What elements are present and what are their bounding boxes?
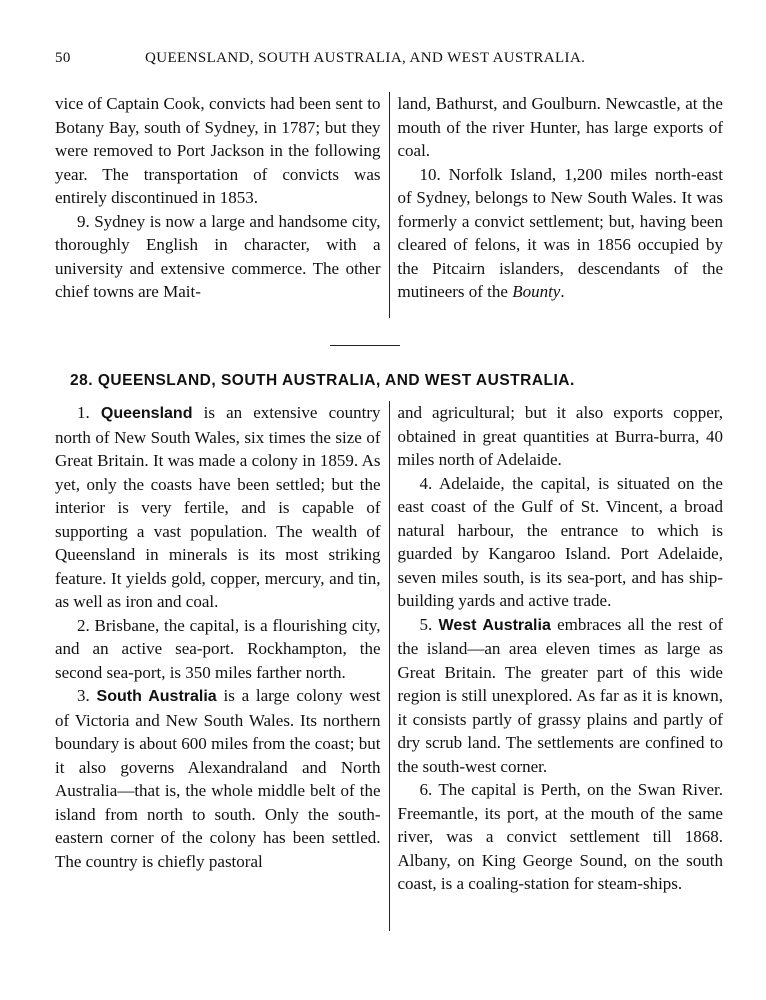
paragraph: 9. Sydney is now a large and handsome city, thoroughly English in character, with a university and extensive commerce. The other chief towns are Mait- (55, 211, 381, 301)
bold-term: West Australia (438, 616, 551, 634)
top-left-column (55, 92, 389, 320)
paragraph: 2. Brisbane, the capital, is a flourishing city, and an active sea-port. Rockhampton, the second sea-port, is 350 miles farther north. (55, 615, 381, 682)
top-columns (55, 92, 723, 320)
bottom-right-column (389, 401, 723, 941)
italic-ship-name: Bounty (512, 282, 561, 301)
bottom-left-column (55, 401, 389, 941)
paragraph: 3. South Australia is a large colony west of Victoria and New South Wales. Its northern boundary is about 600 miles from the coast; but it also governs Alexandraland and North Australia—that is, the whole middle belt of the island from north to south. Only the south-eastern corner of the colony has been settled. The country is chiefly pastoral (55, 686, 381, 871)
paragraph: vice of Captain Cook, convicts had been sent to Botany Bay, south of Sydney, in 1787; but they were removed to Port Jackson in the following year. The transportation of convicts was entirely discontinued in 1853. (55, 94, 381, 207)
paragraph: and agricultural; but it also exports copper, obtained in great quantities at Burra-burra, 40 miles north of Adelaide. (397, 403, 723, 469)
bold-term: South Australia (96, 688, 217, 705)
page-number: 50 (55, 50, 71, 66)
paragraph: 6. The capital is Perth, on the Swan River. Freemantle, its port, at the mouth of the same river, was a convict settlement till 1868. Albany, on King George Sound, on the south coast, is a coaling-station for steam-ships. (397, 780, 723, 893)
paragraph: land, Bathurst, and Goulburn. Newcastle, at the mouth of the river Hunter, has large exports of coal. (397, 94, 723, 160)
paragraph: 1. Queensland is an extensive country north of New South Wales, six times the size of Great Britain. It was made a colony in 1859. As yet, only the coasts have been settled; but the interior is very fertile, and is capable of supporting a vast population. The wealth of Queensland in minerals is its most striking feature. It yields gold, copper, mercury, and tin, as well as iron and coal. (55, 403, 381, 611)
running-title: QUEENSLAND, SOUTH AUSTRALIA, AND WEST AUSTRALIA. (145, 50, 586, 66)
paragraph: 5. West Australia embraces all the rest of the island—an area eleven times as large as Great Britain. The greater part of this wide region is still unexplored. As far as it is known, it consists partly of grassy plains and partly of dry scrub land. The settlements are confined to the south-west corner. (397, 614, 723, 776)
paragraph: 10. Norfolk Island, 1,200 miles north-east of Sydney, belongs to New South Wales. It was formerly a convict settlement; but, having been cleared of felons, it was in 1856 occupied by the Pitcairn islanders, descendants of the mutineers of the Bounty. (397, 164, 723, 301)
paragraph: 4. Adelaide, the capital, is situated on the east coast of the Gulf of St. Vincent, a broad natural harbour, the entrance to which is guarded by Kangaroo Island. Port Adelaide, seven miles south, is its sea-port, and has ship-building yards and active trade. (397, 473, 723, 610)
bottom-columns (55, 401, 723, 941)
section-title: 28. QUEENSLAND, SOUTH AUSTRALIA, AND WEST AUSTRALIA. (70, 372, 575, 389)
top-right-column (389, 92, 723, 320)
section-divider (330, 345, 400, 346)
bold-term: Queensland (100, 405, 193, 422)
